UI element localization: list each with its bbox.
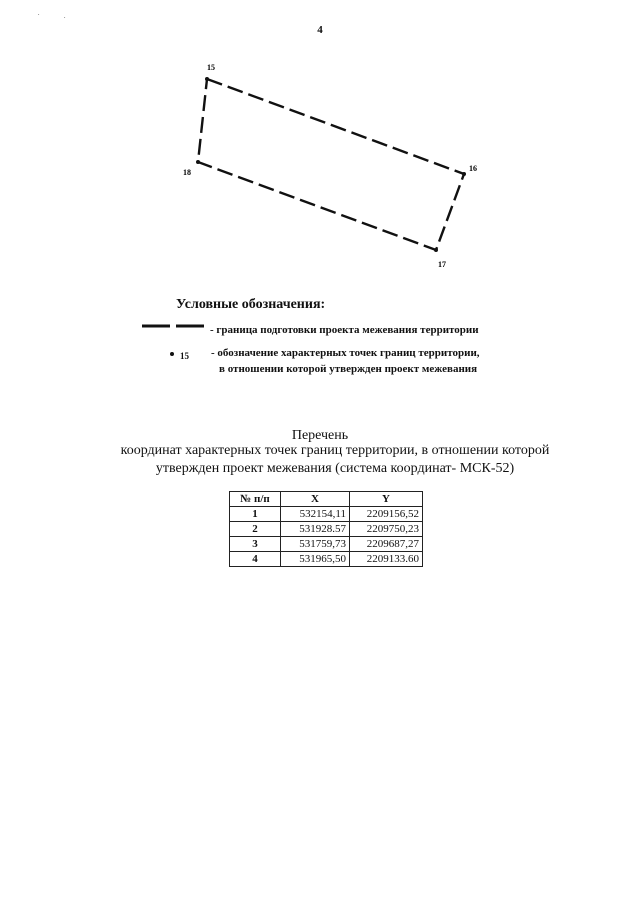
scan-speck: . [38, 11, 40, 17]
legend-boundary-symbol [142, 321, 204, 331]
table-row [230, 552, 423, 567]
cell-y: 2209750,23 [350, 522, 423, 537]
boundary-polygon [198, 79, 464, 250]
header-y: Y [350, 492, 423, 507]
point-marker-18 [196, 160, 200, 164]
cell-y: 2209687,27 [350, 537, 423, 552]
legend-point-symbol [168, 350, 176, 358]
point-marker-17 [434, 248, 438, 252]
legend-point-text-line1: - обозначение характерных точек границ территории, [211, 347, 480, 359]
legend-point-number: 15 [180, 351, 189, 361]
table-row [230, 537, 423, 552]
cell-number: 3 [230, 537, 281, 552]
point-label-17: 17 [438, 260, 446, 269]
cell-y: 2209156,52 [350, 507, 423, 522]
list-subtitle-line1: координат характерных точек границ территории, в отношении которой [120, 443, 550, 458]
cell-x: 531965,50 [281, 552, 350, 567]
point-marker-16 [462, 172, 466, 176]
boundary-plan [0, 0, 640, 290]
cell-number: 4 [230, 552, 281, 567]
cell-number: 2 [230, 522, 281, 537]
point-marker-15 [205, 77, 209, 81]
cell-x: 531759,73 [281, 537, 350, 552]
legend-point-text-line2: в отношении которой утвержден проект межевания [219, 363, 478, 375]
table-header-row [230, 492, 423, 507]
table-row [230, 507, 423, 522]
list-title: Перечень [291, 428, 349, 443]
table-row [230, 522, 423, 537]
scan-speck: . [64, 14, 66, 20]
page-number: 4 [317, 24, 323, 36]
list-subtitle [90, 442, 580, 478]
cell-x: 532154,11 [281, 507, 350, 522]
list-subtitle-line2: утвержден проект межевания (система координат- МСК-52) [155, 461, 515, 476]
cell-x: 531928.57 [281, 522, 350, 537]
cell-number: 1 [230, 507, 281, 522]
coordinates-table [229, 491, 423, 567]
point-label-15: 15 [207, 63, 215, 72]
legend-title: Условные обозначения: [176, 297, 326, 312]
legend-boundary-text: - граница подготовки проекта межевания территории [210, 324, 479, 336]
header-x: X [281, 492, 350, 507]
header-number: № п/п [230, 492, 281, 507]
point-label-16: 16 [469, 164, 477, 173]
point-label-18: 18 [183, 168, 191, 177]
cell-y: 2209133.60 [350, 552, 423, 567]
